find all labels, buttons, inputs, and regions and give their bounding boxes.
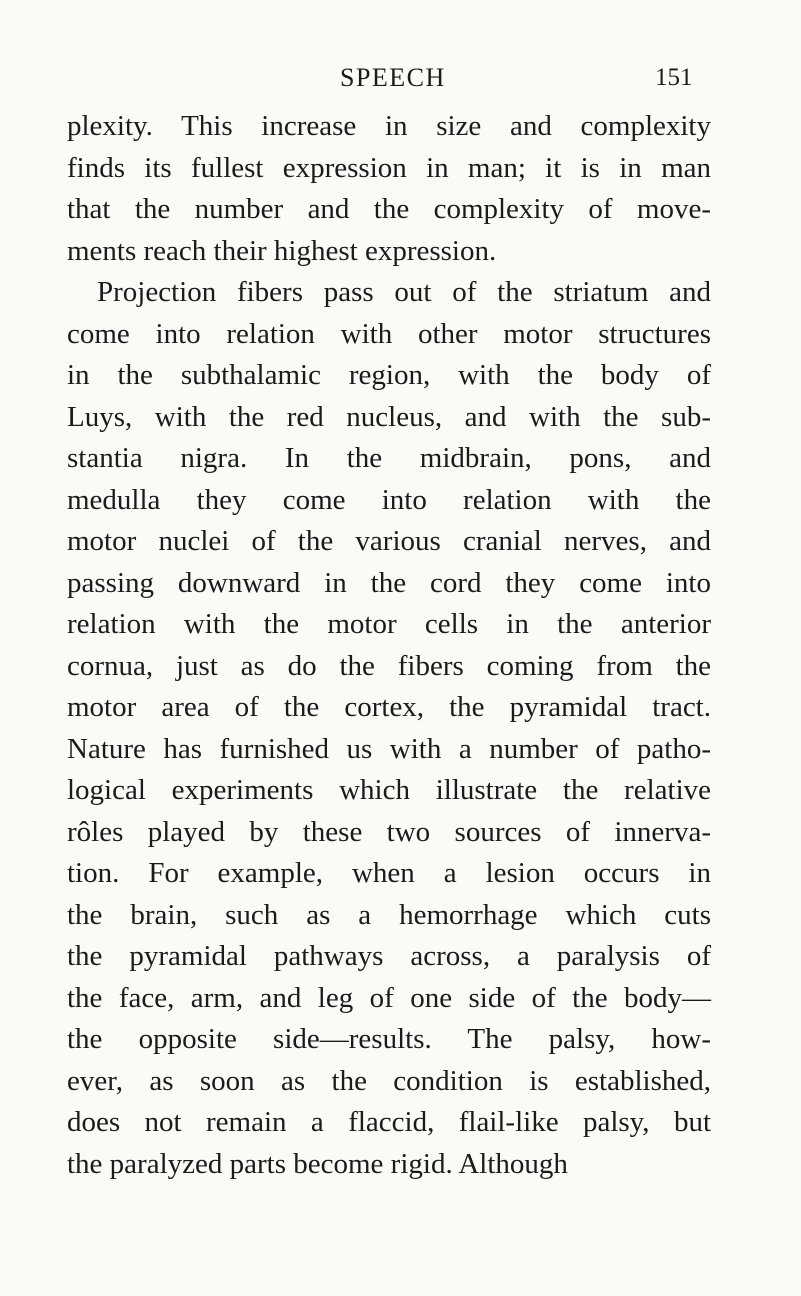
text-line: plexity. This increase in size and complexity [67, 110, 711, 142]
text-line: in the subthalamic region, with the body of [67, 359, 711, 391]
running-head [0, 60, 801, 96]
text-line: rôles played by these two sources of innerva- [67, 815, 711, 848]
body-text [67, 106, 711, 1185]
text-line: Projection fibers pass out of the striatum and [97, 276, 711, 308]
text-line: the paralyzed parts become rigid. Although [67, 1147, 568, 1180]
text-line: motor area of the cortex, the pyramidal tract. [67, 691, 711, 723]
text-line: the pyramidal pathways across, a paralysis of [67, 940, 711, 972]
text-line: the brain, such as a hemorrhage which cuts [67, 898, 711, 931]
text-line: come into relation with other motor structures [67, 317, 711, 350]
text-line: passing downward in the cord they come into [67, 566, 711, 599]
text-line: Luys, with the red nucleus, and with the sub- [67, 400, 711, 433]
text-line: that the number and the complexity of move- [67, 193, 711, 225]
text-line: tion. For example, when a lesion occurs in [67, 857, 711, 889]
text-line: motor nuclei of the various cranial nerves, and [67, 525, 711, 557]
page-number: 151 [655, 64, 693, 91]
text-line: stantia nigra. In the midbrain, pons, and [67, 442, 711, 474]
text-line: the face, arm, and leg of one side of the body— [67, 981, 711, 1014]
text-line: the opposite side—results. The palsy, how- [67, 1023, 711, 1055]
text-line: finds its fullest expression in man; it is in man [67, 151, 711, 184]
text-line: ments reach their highest expression. [67, 234, 497, 267]
running-title: SPEECH [340, 63, 446, 92]
text-line: Nature has furnished us with a number of patho- [67, 732, 711, 765]
text-line: ever, as soon as the condition is established, [67, 1064, 711, 1097]
text-line: relation with the motor cells in the anterior [67, 608, 711, 640]
text-line: logical experiments which illustrate the relative [67, 774, 711, 806]
text-line: cornua, just as do the fibers coming from the [67, 649, 711, 682]
text-line: medulla they come into relation with the [67, 483, 711, 516]
text-line: does not remain a flaccid, flail-like palsy, but [67, 1106, 711, 1138]
